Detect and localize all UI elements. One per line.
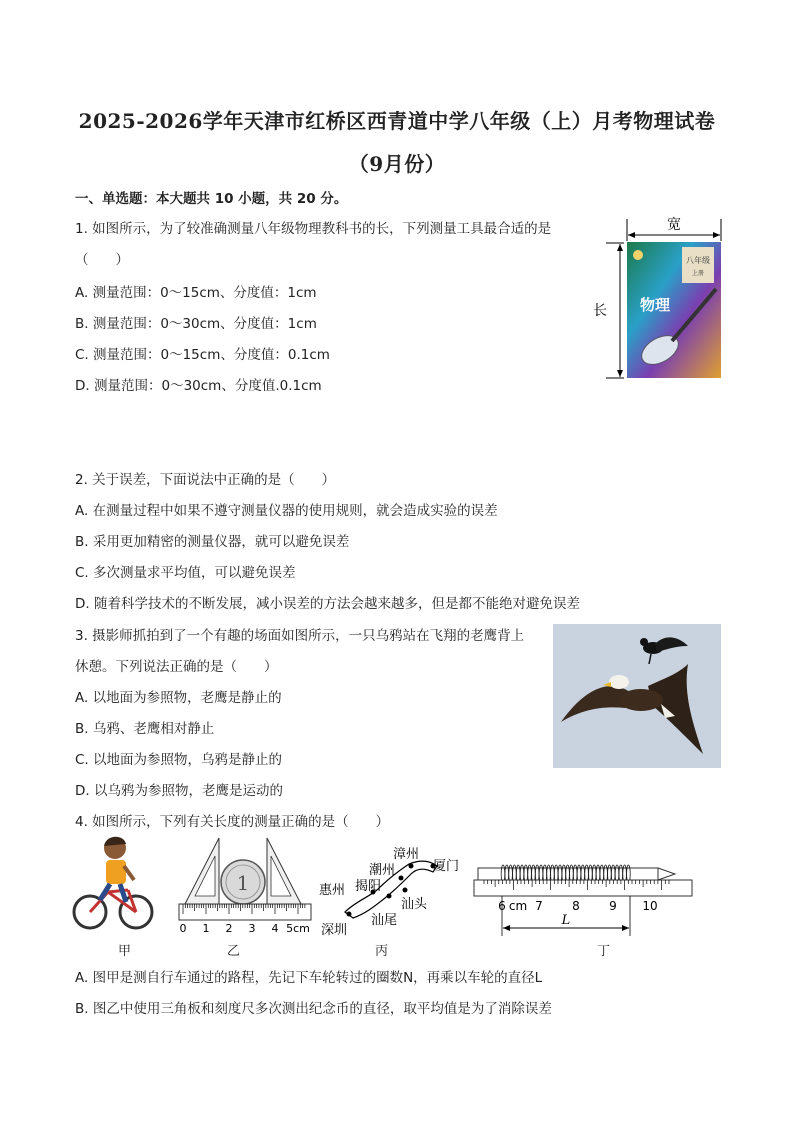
q1-stem: 1. 如图所示，为了较准确测量八年级物理教科书的长，下列测量工具最合适的是 bbox=[75, 221, 552, 237]
book-volume: 上册 bbox=[691, 270, 705, 277]
caption-ding: 丁 bbox=[597, 944, 611, 959]
caption-jia: 甲 bbox=[118, 944, 132, 959]
ruler-ding-10: 10 bbox=[642, 899, 658, 913]
q4-stem: 4. 如图所示，下列有关长度的测量正确的是（ ） bbox=[75, 814, 390, 830]
section-heading: 一、单选题：本大题共 10 小题，共 20 分。 bbox=[75, 191, 348, 207]
q3-option-c: C. 以地面为参照物，乌鸦是静止的 bbox=[75, 752, 283, 768]
q3-stem-line2: 休憩。下列说法正确的是（ ） bbox=[75, 659, 278, 675]
caption-bing: 丙 bbox=[375, 944, 389, 959]
ruler-yi-4: 4 bbox=[271, 922, 279, 934]
q4-option-a: A. 图甲是测自行车通过的路程，先记下车轮转过的圈数N，再乘以车轮的直径L bbox=[75, 970, 543, 986]
city-shenzhen: 深圳 bbox=[321, 923, 348, 938]
ruler-yi-0: 0 bbox=[179, 922, 187, 934]
q2-stem: 2. 关于误差，下面说法中正确的是（ ） bbox=[75, 472, 336, 488]
city-zhangzhou: 漳州 bbox=[393, 847, 420, 862]
ruler-ding-7: 7 bbox=[535, 899, 543, 913]
book-title: 物理 bbox=[639, 296, 671, 314]
ruler-ding-8: 8 bbox=[572, 899, 580, 913]
q2-option-a: A. 在测量过程中如果不遵守测量仪器的使用规则，就会造成实验的误差 bbox=[75, 503, 498, 519]
q1-option-a: A. 测量范围：0～15cm、分度值：1cm bbox=[75, 285, 317, 301]
length-L-label: L bbox=[561, 913, 571, 928]
exam-subtitle: （9月份） bbox=[348, 152, 446, 176]
book-grade: 八年级 bbox=[686, 256, 710, 265]
q2-option-d: D. 随着科学技术的不断发展，减小误差的方法会越来越多，但是都不能绝对避免误差 bbox=[75, 596, 580, 612]
q2-option-c: C. 多次测量求平均值，可以避免误差 bbox=[75, 565, 296, 581]
q1-option-b: B. 测量范围：0～30cm、分度值：1cm bbox=[75, 316, 317, 332]
q3-stem-line1: 3. 摄影师抓拍到了一个有趣的场面如图所示，一只乌鸦站在飞翔的老鹰背上 bbox=[75, 628, 525, 644]
coin-ruler-figure bbox=[175, 834, 315, 934]
q1-option-c: C. 测量范围：0～15cm、分度值：0.1cm bbox=[75, 347, 330, 363]
ruler-ding-9: 9 bbox=[609, 899, 617, 913]
length-label: 长 bbox=[593, 303, 607, 319]
map-figure bbox=[315, 838, 465, 938]
ruler-yi-5: 5cm bbox=[286, 922, 310, 934]
textbook-figure bbox=[590, 215, 730, 385]
city-shantou: 汕头 bbox=[401, 897, 428, 912]
eagle-crow-photo bbox=[553, 624, 721, 768]
q4-option-b: B. 图乙中使用三角板和刻度尺多次测出纪念币的直径，取平均值是为了消除误差 bbox=[75, 1001, 552, 1017]
city-shanwei: 汕尾 bbox=[371, 913, 398, 928]
caption-yi: 乙 bbox=[227, 944, 241, 959]
width-label: 宽 bbox=[667, 217, 681, 233]
coin-numeral: 1 bbox=[236, 871, 250, 895]
city-jieyang: 揭阳 bbox=[355, 879, 382, 894]
q3-option-d: D. 以乌鸦为参照物，老鹰是运动的 bbox=[75, 783, 283, 799]
q3-option-b: B. 乌鸦、老鹰相对静止 bbox=[75, 721, 215, 737]
city-xiamen: 厦门 bbox=[433, 859, 460, 874]
ruler-yi-2: 2 bbox=[225, 922, 233, 934]
city-chaozhou: 潮州 bbox=[369, 863, 396, 878]
coil-ruler-figure bbox=[470, 838, 695, 942]
q2-option-b: B. 采用更加精密的测量仪器，就可以避免误差 bbox=[75, 534, 350, 550]
exam-title: 2025-2026学年天津市红桥区西青道中学八年级（上）月考物理试卷 bbox=[78, 109, 716, 133]
ruler-ding-unit: cm bbox=[508, 899, 528, 913]
ruler-yi-3: 3 bbox=[248, 922, 256, 934]
q3-option-a: A. 以地面为参照物，老鹰是静止的 bbox=[75, 690, 282, 706]
ruler-ding-6: 6 bbox=[498, 899, 506, 913]
q1-paren: （ ） bbox=[75, 252, 129, 268]
city-huizhou: 惠州 bbox=[319, 883, 346, 898]
bicycle-figure bbox=[70, 832, 160, 936]
ruler-yi-1: 1 bbox=[202, 922, 210, 934]
q1-option-d: D. 测量范围：0～30cm、分度值.0.1cm bbox=[75, 378, 322, 394]
